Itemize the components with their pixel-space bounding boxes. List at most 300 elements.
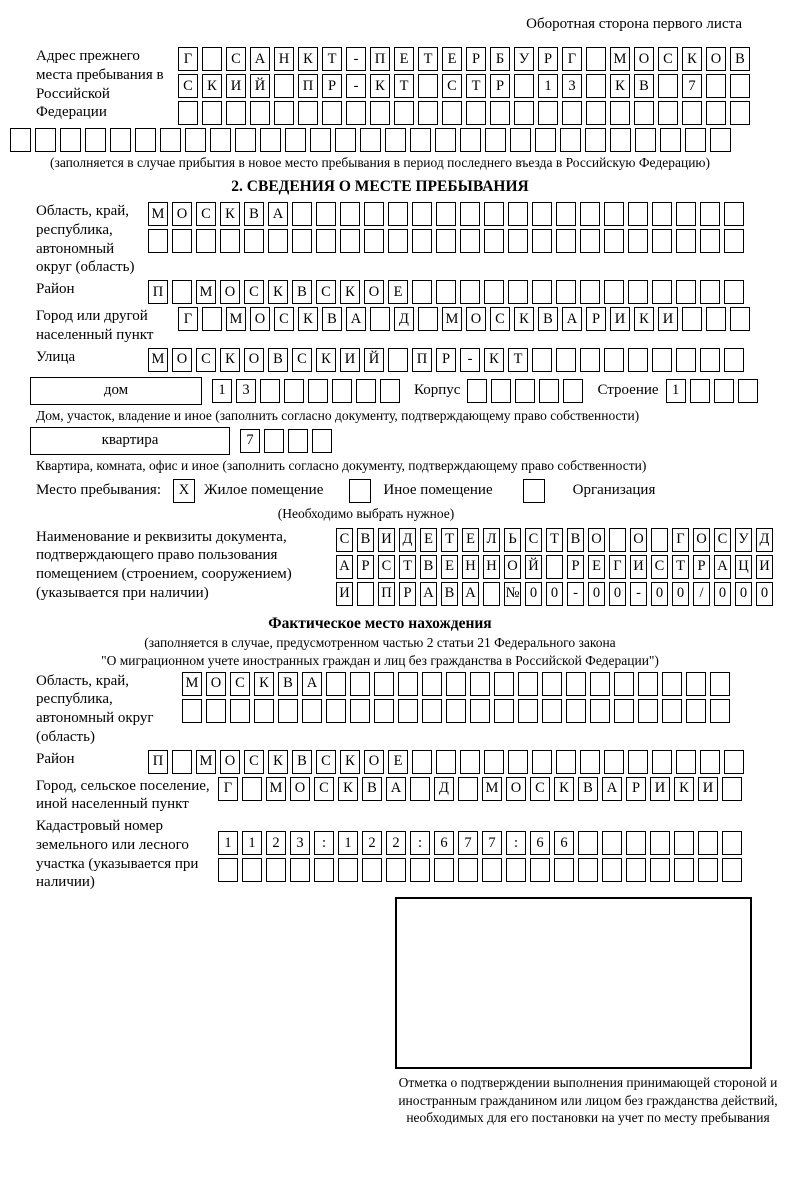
char-cell[interactable] (206, 699, 226, 723)
char-cell[interactable] (340, 202, 360, 226)
char-cell[interactable]: О (504, 555, 521, 579)
char-cell[interactable]: О (693, 528, 710, 552)
char-cell[interactable] (662, 672, 682, 696)
char-cell[interactable] (148, 229, 168, 253)
char-cell[interactable]: Л (483, 528, 500, 552)
char-cell[interactable]: Т (441, 528, 458, 552)
char-cell[interactable] (710, 128, 731, 152)
char-cell[interactable] (590, 672, 610, 696)
char-cell[interactable]: К (268, 750, 288, 774)
char-cell[interactable] (250, 101, 270, 125)
char-cell[interactable]: И (698, 777, 718, 801)
char-cell[interactable] (135, 128, 156, 152)
char-cell[interactable]: 0 (714, 582, 731, 606)
char-cell[interactable]: П (412, 348, 432, 372)
char-cell[interactable]: 3 (236, 379, 256, 403)
char-cell[interactable] (335, 128, 356, 152)
char-cell[interactable] (580, 202, 600, 226)
char-cell[interactable] (466, 101, 486, 125)
char-cell[interactable]: Р (490, 74, 510, 98)
char-cell[interactable] (506, 858, 526, 882)
char-cell[interactable] (422, 672, 442, 696)
char-cell[interactable] (539, 379, 559, 403)
char-cell[interactable] (374, 672, 394, 696)
char-cell[interactable] (446, 699, 466, 723)
char-cell[interactable]: С (314, 777, 334, 801)
char-cell[interactable] (706, 307, 726, 331)
char-cell[interactable] (722, 858, 742, 882)
char-cell[interactable] (580, 280, 600, 304)
char-cell[interactable] (578, 858, 598, 882)
char-cell[interactable]: Т (394, 74, 414, 98)
char-cell[interactable] (724, 348, 744, 372)
char-cell[interactable] (356, 379, 376, 403)
char-cell[interactable]: И (650, 777, 670, 801)
char-cell[interactable]: : (410, 831, 430, 855)
char-cell[interactable]: 2 (266, 831, 286, 855)
char-cell[interactable] (418, 74, 438, 98)
char-cell[interactable]: С (244, 750, 264, 774)
char-cell[interactable]: В (578, 777, 598, 801)
char-cell[interactable]: К (514, 307, 534, 331)
char-cell[interactable] (326, 699, 346, 723)
char-cell[interactable]: Г (609, 555, 626, 579)
char-cell[interactable]: И (756, 555, 773, 579)
char-cell[interactable] (230, 699, 250, 723)
char-cell[interactable]: О (244, 348, 264, 372)
stay-option-other-checkbox[interactable] (349, 479, 371, 503)
char-cell[interactable] (535, 128, 556, 152)
char-cell[interactable]: 0 (525, 582, 542, 606)
char-cell[interactable]: Е (420, 528, 437, 552)
char-cell[interactable] (210, 128, 231, 152)
char-cell[interactable] (638, 672, 658, 696)
char-cell[interactable]: Д (434, 777, 454, 801)
char-cell[interactable]: С (714, 528, 731, 552)
char-cell[interactable] (682, 101, 702, 125)
char-cell[interactable] (160, 128, 181, 152)
char-cell[interactable] (388, 202, 408, 226)
char-cell[interactable]: Н (274, 47, 294, 71)
char-cell[interactable]: В (730, 47, 750, 71)
char-cell[interactable] (436, 229, 456, 253)
char-cell[interactable] (484, 750, 504, 774)
char-cell[interactable] (652, 750, 672, 774)
char-cell[interactable] (563, 379, 583, 403)
char-cell[interactable] (172, 750, 192, 774)
char-cell[interactable] (706, 74, 726, 98)
char-cell[interactable]: О (172, 348, 192, 372)
char-cell[interactable] (556, 750, 576, 774)
char-cell[interactable] (610, 128, 631, 152)
char-cell[interactable] (560, 128, 581, 152)
char-cell[interactable] (554, 858, 574, 882)
char-cell[interactable]: С (336, 528, 353, 552)
char-cell[interactable] (710, 699, 730, 723)
char-cell[interactable]: М (148, 348, 168, 372)
char-cell[interactable] (532, 348, 552, 372)
char-cell[interactable] (604, 229, 624, 253)
char-cell[interactable] (332, 379, 352, 403)
char-cell[interactable]: Т (418, 47, 438, 71)
char-cell[interactable]: Р (436, 348, 456, 372)
char-cell[interactable] (566, 699, 586, 723)
char-cell[interactable] (586, 74, 606, 98)
char-cell[interactable] (556, 202, 576, 226)
char-cell[interactable] (674, 858, 694, 882)
char-cell[interactable] (658, 74, 678, 98)
char-cell[interactable]: У (735, 528, 752, 552)
char-cell[interactable] (484, 229, 504, 253)
char-cell[interactable]: : (314, 831, 334, 855)
char-cell[interactable] (651, 528, 668, 552)
char-cell[interactable] (260, 128, 281, 152)
char-cell[interactable] (442, 101, 462, 125)
char-cell[interactable]: 1 (242, 831, 262, 855)
char-cell[interactable] (412, 229, 432, 253)
char-cell[interactable] (650, 858, 670, 882)
char-cell[interactable]: П (370, 47, 390, 71)
char-cell[interactable] (485, 128, 506, 152)
char-cell[interactable]: А (386, 777, 406, 801)
char-cell[interactable] (652, 348, 672, 372)
char-cell[interactable]: 6 (434, 831, 454, 855)
char-cell[interactable] (532, 750, 552, 774)
char-cell[interactable] (586, 101, 606, 125)
char-cell[interactable] (316, 202, 336, 226)
char-cell[interactable]: С (178, 74, 198, 98)
char-cell[interactable] (491, 379, 511, 403)
char-cell[interactable] (518, 699, 538, 723)
char-cell[interactable] (714, 379, 734, 403)
char-cell[interactable] (220, 229, 240, 253)
char-cell[interactable]: С (226, 47, 246, 71)
char-cell[interactable] (370, 101, 390, 125)
char-cell[interactable] (635, 128, 656, 152)
char-cell[interactable]: С (490, 307, 510, 331)
char-cell[interactable]: К (554, 777, 574, 801)
char-cell[interactable] (460, 229, 480, 253)
char-cell[interactable]: И (340, 348, 360, 372)
char-cell[interactable] (244, 229, 264, 253)
char-cell[interactable] (538, 101, 558, 125)
char-cell[interactable] (218, 858, 238, 882)
char-cell[interactable]: В (441, 582, 458, 606)
char-cell[interactable] (374, 699, 394, 723)
char-cell[interactable]: В (278, 672, 298, 696)
char-cell[interactable] (508, 280, 528, 304)
char-cell[interactable]: Р (626, 777, 646, 801)
char-cell[interactable]: 2 (362, 831, 382, 855)
char-cell[interactable] (274, 74, 294, 98)
char-cell[interactable] (274, 101, 294, 125)
char-cell[interactable] (698, 858, 718, 882)
stay-option-residential-checkbox[interactable]: X (173, 479, 195, 503)
char-cell[interactable]: К (340, 280, 360, 304)
char-cell[interactable] (652, 280, 672, 304)
char-cell[interactable] (370, 307, 390, 331)
char-cell[interactable]: С (316, 280, 336, 304)
char-cell[interactable] (254, 699, 274, 723)
char-cell[interactable]: 1 (212, 379, 232, 403)
char-cell[interactable] (676, 750, 696, 774)
char-cell[interactable]: В (292, 280, 312, 304)
char-cell[interactable] (710, 672, 730, 696)
char-cell[interactable] (510, 128, 531, 152)
char-cell[interactable]: Е (388, 750, 408, 774)
char-cell[interactable] (700, 348, 720, 372)
char-cell[interactable] (110, 128, 131, 152)
char-cell[interactable] (340, 229, 360, 253)
char-cell[interactable] (546, 555, 563, 579)
char-cell[interactable] (35, 128, 56, 152)
char-cell[interactable] (436, 280, 456, 304)
char-cell[interactable] (652, 229, 672, 253)
char-cell[interactable] (610, 101, 630, 125)
char-cell[interactable]: 0 (651, 582, 668, 606)
char-cell[interactable] (380, 379, 400, 403)
char-cell[interactable] (458, 777, 478, 801)
char-cell[interactable]: О (220, 280, 240, 304)
char-cell[interactable]: И (610, 307, 630, 331)
char-cell[interactable]: 1 (538, 74, 558, 98)
char-cell[interactable] (490, 101, 510, 125)
char-cell[interactable]: Й (364, 348, 384, 372)
char-cell[interactable] (458, 858, 478, 882)
char-cell[interactable] (242, 777, 262, 801)
char-cell[interactable] (650, 831, 670, 855)
char-cell[interactable] (514, 74, 534, 98)
char-cell[interactable] (628, 202, 648, 226)
char-cell[interactable]: С (316, 750, 336, 774)
char-cell[interactable] (602, 831, 622, 855)
char-cell[interactable] (604, 202, 624, 226)
char-cell[interactable] (388, 229, 408, 253)
char-cell[interactable]: М (610, 47, 630, 71)
char-cell[interactable] (508, 229, 528, 253)
char-cell[interactable] (626, 831, 646, 855)
char-cell[interactable] (278, 699, 298, 723)
char-cell[interactable]: О (588, 528, 605, 552)
char-cell[interactable] (556, 229, 576, 253)
char-cell[interactable]: О (290, 777, 310, 801)
char-cell[interactable] (202, 47, 222, 71)
char-cell[interactable]: № (504, 582, 521, 606)
char-cell[interactable]: Р (538, 47, 558, 71)
char-cell[interactable]: Е (441, 555, 458, 579)
char-cell[interactable] (660, 128, 681, 152)
char-cell[interactable] (398, 672, 418, 696)
char-cell[interactable] (662, 699, 682, 723)
char-cell[interactable] (566, 672, 586, 696)
char-cell[interactable]: О (220, 750, 240, 774)
char-cell[interactable]: В (538, 307, 558, 331)
char-cell[interactable]: О (172, 202, 192, 226)
char-cell[interactable] (698, 831, 718, 855)
char-cell[interactable]: К (220, 202, 240, 226)
char-cell[interactable] (410, 777, 430, 801)
char-cell[interactable] (484, 202, 504, 226)
char-cell[interactable] (310, 128, 331, 152)
char-cell[interactable]: В (322, 307, 342, 331)
char-cell[interactable] (362, 858, 382, 882)
char-cell[interactable]: 7 (458, 831, 478, 855)
char-cell[interactable]: И (378, 528, 395, 552)
char-cell[interactable] (338, 858, 358, 882)
char-cell[interactable]: А (462, 582, 479, 606)
char-cell[interactable] (316, 229, 336, 253)
char-cell[interactable] (298, 101, 318, 125)
char-cell[interactable] (386, 858, 406, 882)
char-cell[interactable] (412, 280, 432, 304)
char-cell[interactable]: Е (442, 47, 462, 71)
char-cell[interactable]: К (298, 47, 318, 71)
char-cell[interactable] (285, 128, 306, 152)
char-cell[interactable]: А (302, 672, 322, 696)
char-cell[interactable] (634, 101, 654, 125)
char-cell[interactable] (284, 379, 304, 403)
char-cell[interactable] (518, 672, 538, 696)
char-cell[interactable] (586, 47, 606, 71)
char-cell[interactable]: М (442, 307, 462, 331)
char-cell[interactable]: Р (693, 555, 710, 579)
char-cell[interactable] (690, 379, 710, 403)
char-cell[interactable] (532, 229, 552, 253)
char-cell[interactable] (738, 379, 758, 403)
char-cell[interactable]: И (226, 74, 246, 98)
char-cell[interactable] (514, 101, 534, 125)
char-cell[interactable] (508, 202, 528, 226)
char-cell[interactable]: К (682, 47, 702, 71)
char-cell[interactable]: 7 (682, 74, 702, 98)
char-cell[interactable]: И (630, 555, 647, 579)
char-cell[interactable]: 6 (530, 831, 550, 855)
stay-option-organization-checkbox[interactable] (523, 479, 545, 503)
char-cell[interactable]: К (298, 307, 318, 331)
char-cell[interactable] (532, 202, 552, 226)
char-cell[interactable] (724, 229, 744, 253)
char-cell[interactable] (602, 858, 622, 882)
char-cell[interactable]: Г (672, 528, 689, 552)
char-cell[interactable] (626, 858, 646, 882)
char-cell[interactable] (722, 831, 742, 855)
char-cell[interactable]: Ц (735, 555, 752, 579)
char-cell[interactable] (580, 750, 600, 774)
char-cell[interactable] (700, 229, 720, 253)
char-cell[interactable] (422, 699, 442, 723)
char-cell[interactable]: С (378, 555, 395, 579)
char-cell[interactable]: Г (562, 47, 582, 71)
char-cell[interactable] (178, 101, 198, 125)
char-cell[interactable] (412, 750, 432, 774)
char-cell[interactable] (686, 699, 706, 723)
char-cell[interactable]: И (658, 307, 678, 331)
char-cell[interactable]: Т (399, 555, 416, 579)
char-cell[interactable]: М (226, 307, 246, 331)
char-cell[interactable] (482, 858, 502, 882)
char-cell[interactable]: Н (462, 555, 479, 579)
char-cell[interactable] (604, 750, 624, 774)
char-cell[interactable] (682, 307, 702, 331)
char-cell[interactable]: А (714, 555, 731, 579)
char-cell[interactable] (288, 429, 308, 453)
char-cell[interactable]: : (506, 831, 526, 855)
char-cell[interactable]: Й (525, 555, 542, 579)
char-cell[interactable] (196, 229, 216, 253)
char-cell[interactable] (483, 582, 500, 606)
char-cell[interactable] (185, 128, 206, 152)
char-cell[interactable] (508, 750, 528, 774)
char-cell[interactable]: В (292, 750, 312, 774)
char-cell[interactable] (302, 699, 322, 723)
char-cell[interactable]: К (610, 74, 630, 98)
char-cell[interactable]: Г (218, 777, 238, 801)
char-cell[interactable] (676, 229, 696, 253)
char-cell[interactable]: С (196, 348, 216, 372)
char-cell[interactable]: С (442, 74, 462, 98)
char-cell[interactable] (700, 280, 720, 304)
char-cell[interactable]: К (254, 672, 274, 696)
char-cell[interactable] (292, 202, 312, 226)
char-cell[interactable] (85, 128, 106, 152)
char-cell[interactable]: - (346, 74, 366, 98)
char-cell[interactable] (484, 280, 504, 304)
char-cell[interactable] (460, 750, 480, 774)
char-cell[interactable] (357, 582, 374, 606)
char-cell[interactable] (580, 348, 600, 372)
char-cell[interactable] (410, 128, 431, 152)
char-cell[interactable] (326, 672, 346, 696)
char-cell[interactable] (435, 128, 456, 152)
char-cell[interactable]: - (346, 47, 366, 71)
char-cell[interactable]: У (514, 47, 534, 71)
char-cell[interactable] (609, 528, 626, 552)
char-cell[interactable]: Г (178, 307, 198, 331)
char-cell[interactable]: В (567, 528, 584, 552)
char-cell[interactable]: Р (466, 47, 486, 71)
char-cell[interactable] (730, 307, 750, 331)
char-cell[interactable] (308, 379, 328, 403)
char-cell[interactable] (388, 348, 408, 372)
char-cell[interactable] (172, 280, 192, 304)
char-cell[interactable]: Р (357, 555, 374, 579)
char-cell[interactable] (202, 307, 222, 331)
char-cell[interactable]: Е (388, 280, 408, 304)
char-cell[interactable]: С (530, 777, 550, 801)
char-cell[interactable] (532, 280, 552, 304)
char-cell[interactable]: В (420, 555, 437, 579)
char-cell[interactable]: С (651, 555, 668, 579)
char-cell[interactable]: 3 (562, 74, 582, 98)
char-cell[interactable] (556, 348, 576, 372)
char-cell[interactable]: 1 (338, 831, 358, 855)
char-cell[interactable] (436, 202, 456, 226)
char-cell[interactable] (314, 858, 334, 882)
char-cell[interactable] (434, 858, 454, 882)
char-cell[interactable]: Т (508, 348, 528, 372)
char-cell[interactable]: Р (586, 307, 606, 331)
char-cell[interactable] (530, 858, 550, 882)
char-cell[interactable] (730, 101, 750, 125)
char-cell[interactable] (685, 128, 706, 152)
char-cell[interactable]: Д (394, 307, 414, 331)
char-cell[interactable] (264, 429, 284, 453)
char-cell[interactable] (686, 672, 706, 696)
char-cell[interactable]: П (378, 582, 395, 606)
char-cell[interactable] (350, 699, 370, 723)
char-cell[interactable] (700, 750, 720, 774)
char-cell[interactable]: О (506, 777, 526, 801)
